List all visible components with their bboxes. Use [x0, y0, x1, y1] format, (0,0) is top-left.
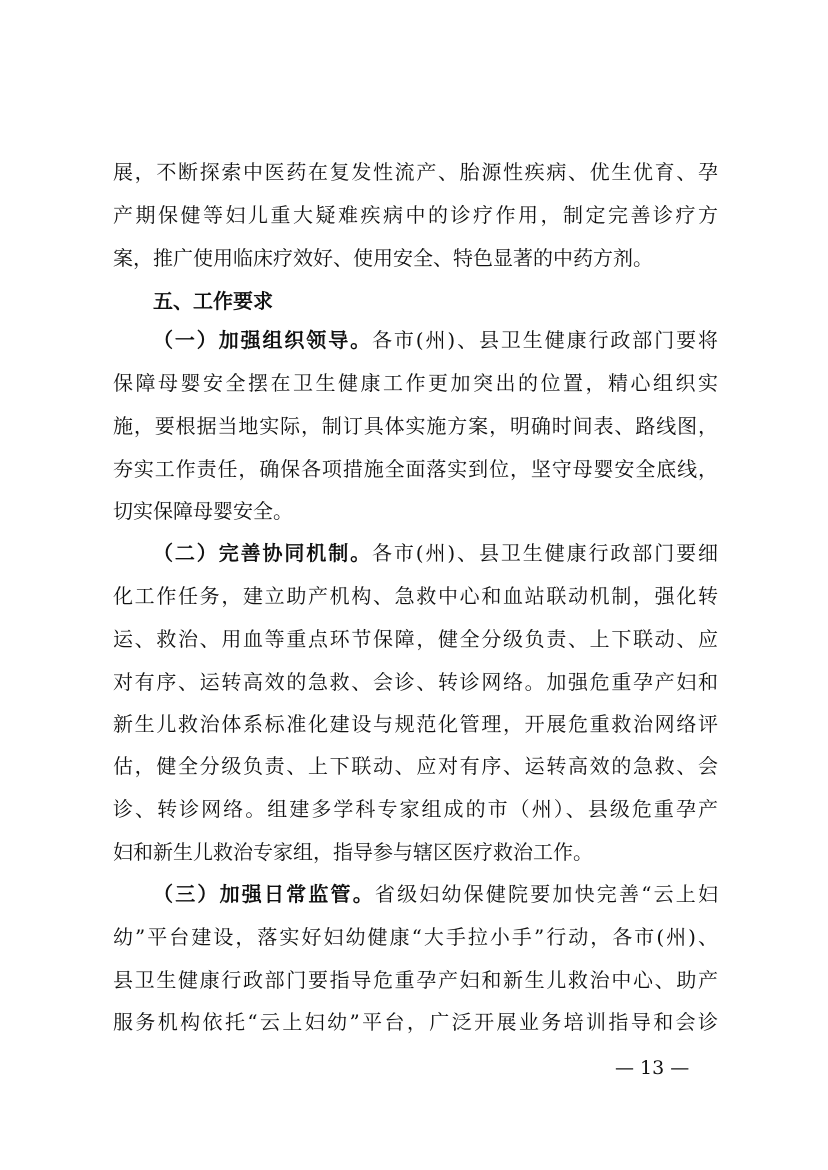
text-span: 各市(州)、县卫生健康行政部门要细 [372, 541, 718, 565]
section-heading: 五、工作要求 [153, 289, 273, 313]
text-line: 服务机构依托“云上妇幼”平台，广泛开展业务培训指导和会诊 [113, 1010, 718, 1034]
text-line: 化工作任务，建立助产机构、急救中心和血站联动机制，强化转 [113, 584, 718, 608]
text-line: 保障母婴安全摆在卫生健康工作更加突出的位置，精心组织实 [113, 371, 718, 395]
subsection-heading: （二）完善协同机制。 [153, 541, 372, 565]
text-line: 展，不断探索中医药在复发性流产、胎源性疾病、优生优育、孕 [113, 160, 718, 184]
text-line: 幼”平台建设，落实好妇幼健康“大手拉小手”行动，各市(州)、 [113, 925, 718, 949]
text-line: 对有序、运转高效的急救、会诊、转诊网络。加强危重孕产妇和 [113, 670, 718, 694]
text-line: 估，健全分级负责、上下联动、应对有序、运转高效的急救、会 [113, 754, 718, 778]
text-line: 诊、转诊网络。组建多学科专家组成的市（州）、县级危重孕产 [113, 797, 718, 821]
text-line [153, 320, 718, 360]
text-span: 省级妇幼保健院要加快完善“云上妇 [374, 882, 718, 906]
subsection-heading: （三）加强日常监管。 [153, 882, 375, 906]
text-line: 施，要根据当地实际，制订具体实施方案，明确时间表、路线图， [113, 414, 718, 438]
text-line: 产期保健等妇儿重大疑难疾病中的诊疗作用，制定完善诊疗方 [113, 203, 718, 227]
page-number: — 13 — [615, 1057, 690, 1079]
text-line: 夯实工作责任，确保各项措施全面落实到位，坚守母婴安全底线， [113, 457, 718, 481]
text-line: 切实保障母婴安全。 [113, 499, 293, 523]
text-line: 案，推广使用临床疗效好、使用安全、特色显著的中药方剂。 [113, 246, 653, 270]
text-line: 运、救治、用血等重点环节保障，健全分级负责、上下联动、应 [113, 627, 718, 651]
text-line: 妇和新生儿救治专家组，指导参与辖区医疗救治工作。 [113, 840, 593, 864]
text-line [153, 874, 718, 914]
text-line: 县卫生健康行政部门要指导危重孕产妇和新生儿救治中心、助产 [113, 968, 718, 992]
text-line: 新生儿救治体系标准化建设与规范化管理，开展危重救治网络评 [113, 712, 718, 736]
subsection-heading: （一）加强组织领导。 [153, 328, 372, 352]
text-span: 各市(州)、县卫生健康行政部门要将 [372, 328, 718, 352]
text-line [153, 533, 718, 573]
